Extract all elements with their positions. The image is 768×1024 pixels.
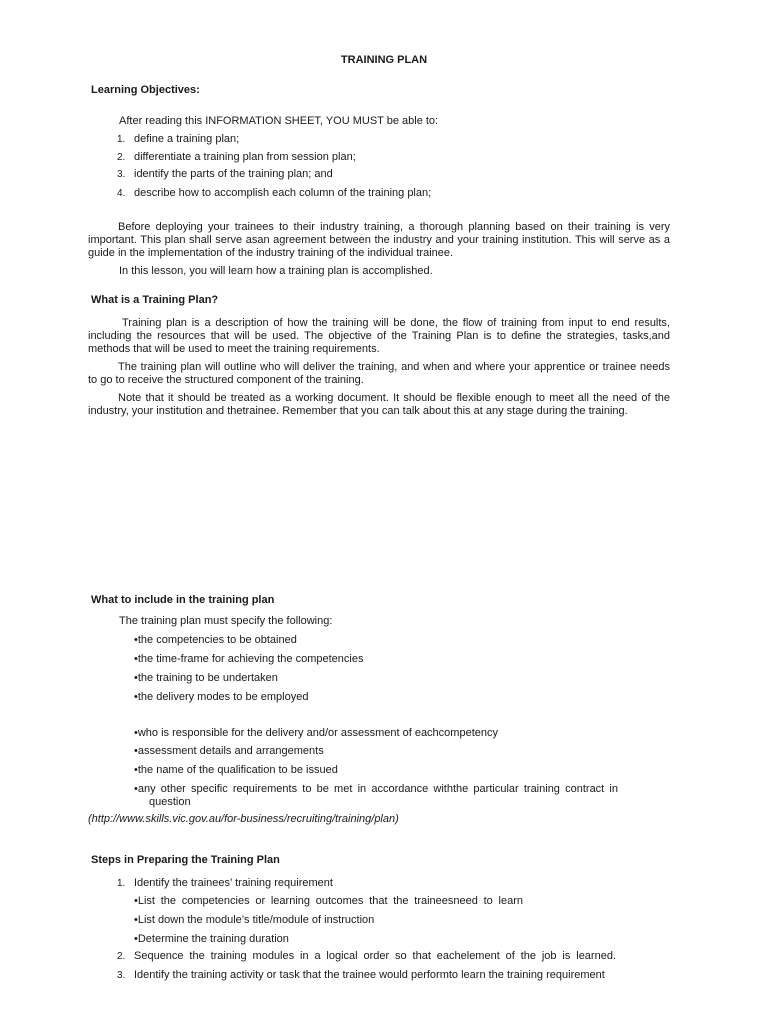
item-number: 1.: [117, 134, 126, 145]
include-heading: What to include in the training plan: [91, 594, 275, 606]
objectives-paragraph: Before deploying your trainees to their industry training, a thorough planning based on their training is very important. This plan shall serve asan agreement between the industry and your training institution. This will serve as a guide in the implementation of the industry training of the individual trainee.: [88, 221, 670, 259]
item-text: differentiate a training plan from session plan;: [134, 151, 356, 163]
list-item: •the delivery modes to be employed: [134, 691, 309, 703]
list-item: •List down the module’s title/module of instruction: [134, 914, 375, 926]
outline-paragraph: The training plan will outline who will deliver the training, and when and where your apprentice or trainee needs to go to receive the structured component of the training.: [88, 361, 670, 386]
list-item-continuation: question: [149, 796, 191, 808]
list-item: [134, 783, 618, 796]
step-text: Sequence the training modules in a logical order so that eachelement of the job is learned.: [134, 950, 616, 962]
item-number: 4.: [117, 188, 126, 199]
list-item-line: •List the competencies or learning outcomes that the traineesneed to learn: [134, 895, 523, 907]
list-item: •the training to be undertaken: [134, 672, 278, 684]
step-number: 2.: [117, 951, 126, 962]
list-item: [134, 895, 523, 908]
item-text: identify the parts of the training plan; and: [134, 168, 333, 180]
item-number: 2.: [117, 152, 126, 163]
item-text: define a training plan;: [134, 133, 240, 145]
step-number: 3.: [117, 970, 126, 981]
list-item: •the competencies to be obtained: [134, 634, 297, 646]
what-is-heading: What is a Training Plan?: [91, 294, 219, 306]
item-text: describe how to accomplish each column of the training plan;: [134, 187, 432, 199]
objective-item: [117, 187, 431, 200]
list-item: •the time-frame for achieving the competencies: [134, 653, 364, 665]
list-item-line: •any other specific requirements to be met in accordance withthe particular training contract in: [134, 783, 618, 795]
step-item: [117, 969, 629, 982]
objective-item: [117, 133, 239, 146]
include-intro: The training plan must specify the following:: [119, 615, 333, 627]
step-text: Identify the training activity or task that the trainee would performto learn the training requirement: [134, 969, 605, 981]
working-document-paragraph: Note that it should be treated as a working document. It should be flexible enough to meet all the need of the industry, your institution and thetrainee. Remember that you can talk about this at any stage during the training.: [88, 392, 670, 417]
step-text: Identify the trainees’ training requirement: [134, 877, 333, 889]
list-item: •the name of the qualification to be issued: [134, 764, 338, 776]
lesson-paragraph: In this lesson, you will learn how a training plan is accomplished.: [119, 265, 433, 277]
steps-heading: Steps in Preparing the Training Plan: [91, 854, 280, 866]
item-number: 3.: [117, 169, 126, 180]
source-citation: (http://www.skills.vic.gov.au/for-business/recruiting/training/plan): [88, 813, 399, 825]
step-number: 1.: [117, 878, 126, 889]
objective-item: [117, 151, 356, 164]
objectives-intro: After reading this INFORMATION SHEET, YOU MUST be able to:: [119, 115, 439, 127]
list-item: •who is responsible for the delivery and/or assessment of eachcompetency: [134, 727, 498, 739]
step-item: [117, 950, 629, 963]
definition-paragraph: Training plan is a description of how the training will be done, the flow of training from input to end results, including the resources that will be used. The objective of the Training Plan is to define the strategies, tasks,and methods that will be used to meet the training requirements.: [88, 317, 670, 355]
learning-objectives-heading: Learning Objectives:: [91, 84, 200, 96]
list-item: •Determine the training duration: [134, 933, 289, 945]
page-title: TRAINING PLAN: [340, 54, 428, 66]
step-item: [117, 877, 629, 890]
list-item: •assessment details and arrangements: [134, 745, 324, 757]
objective-item: [117, 168, 333, 181]
